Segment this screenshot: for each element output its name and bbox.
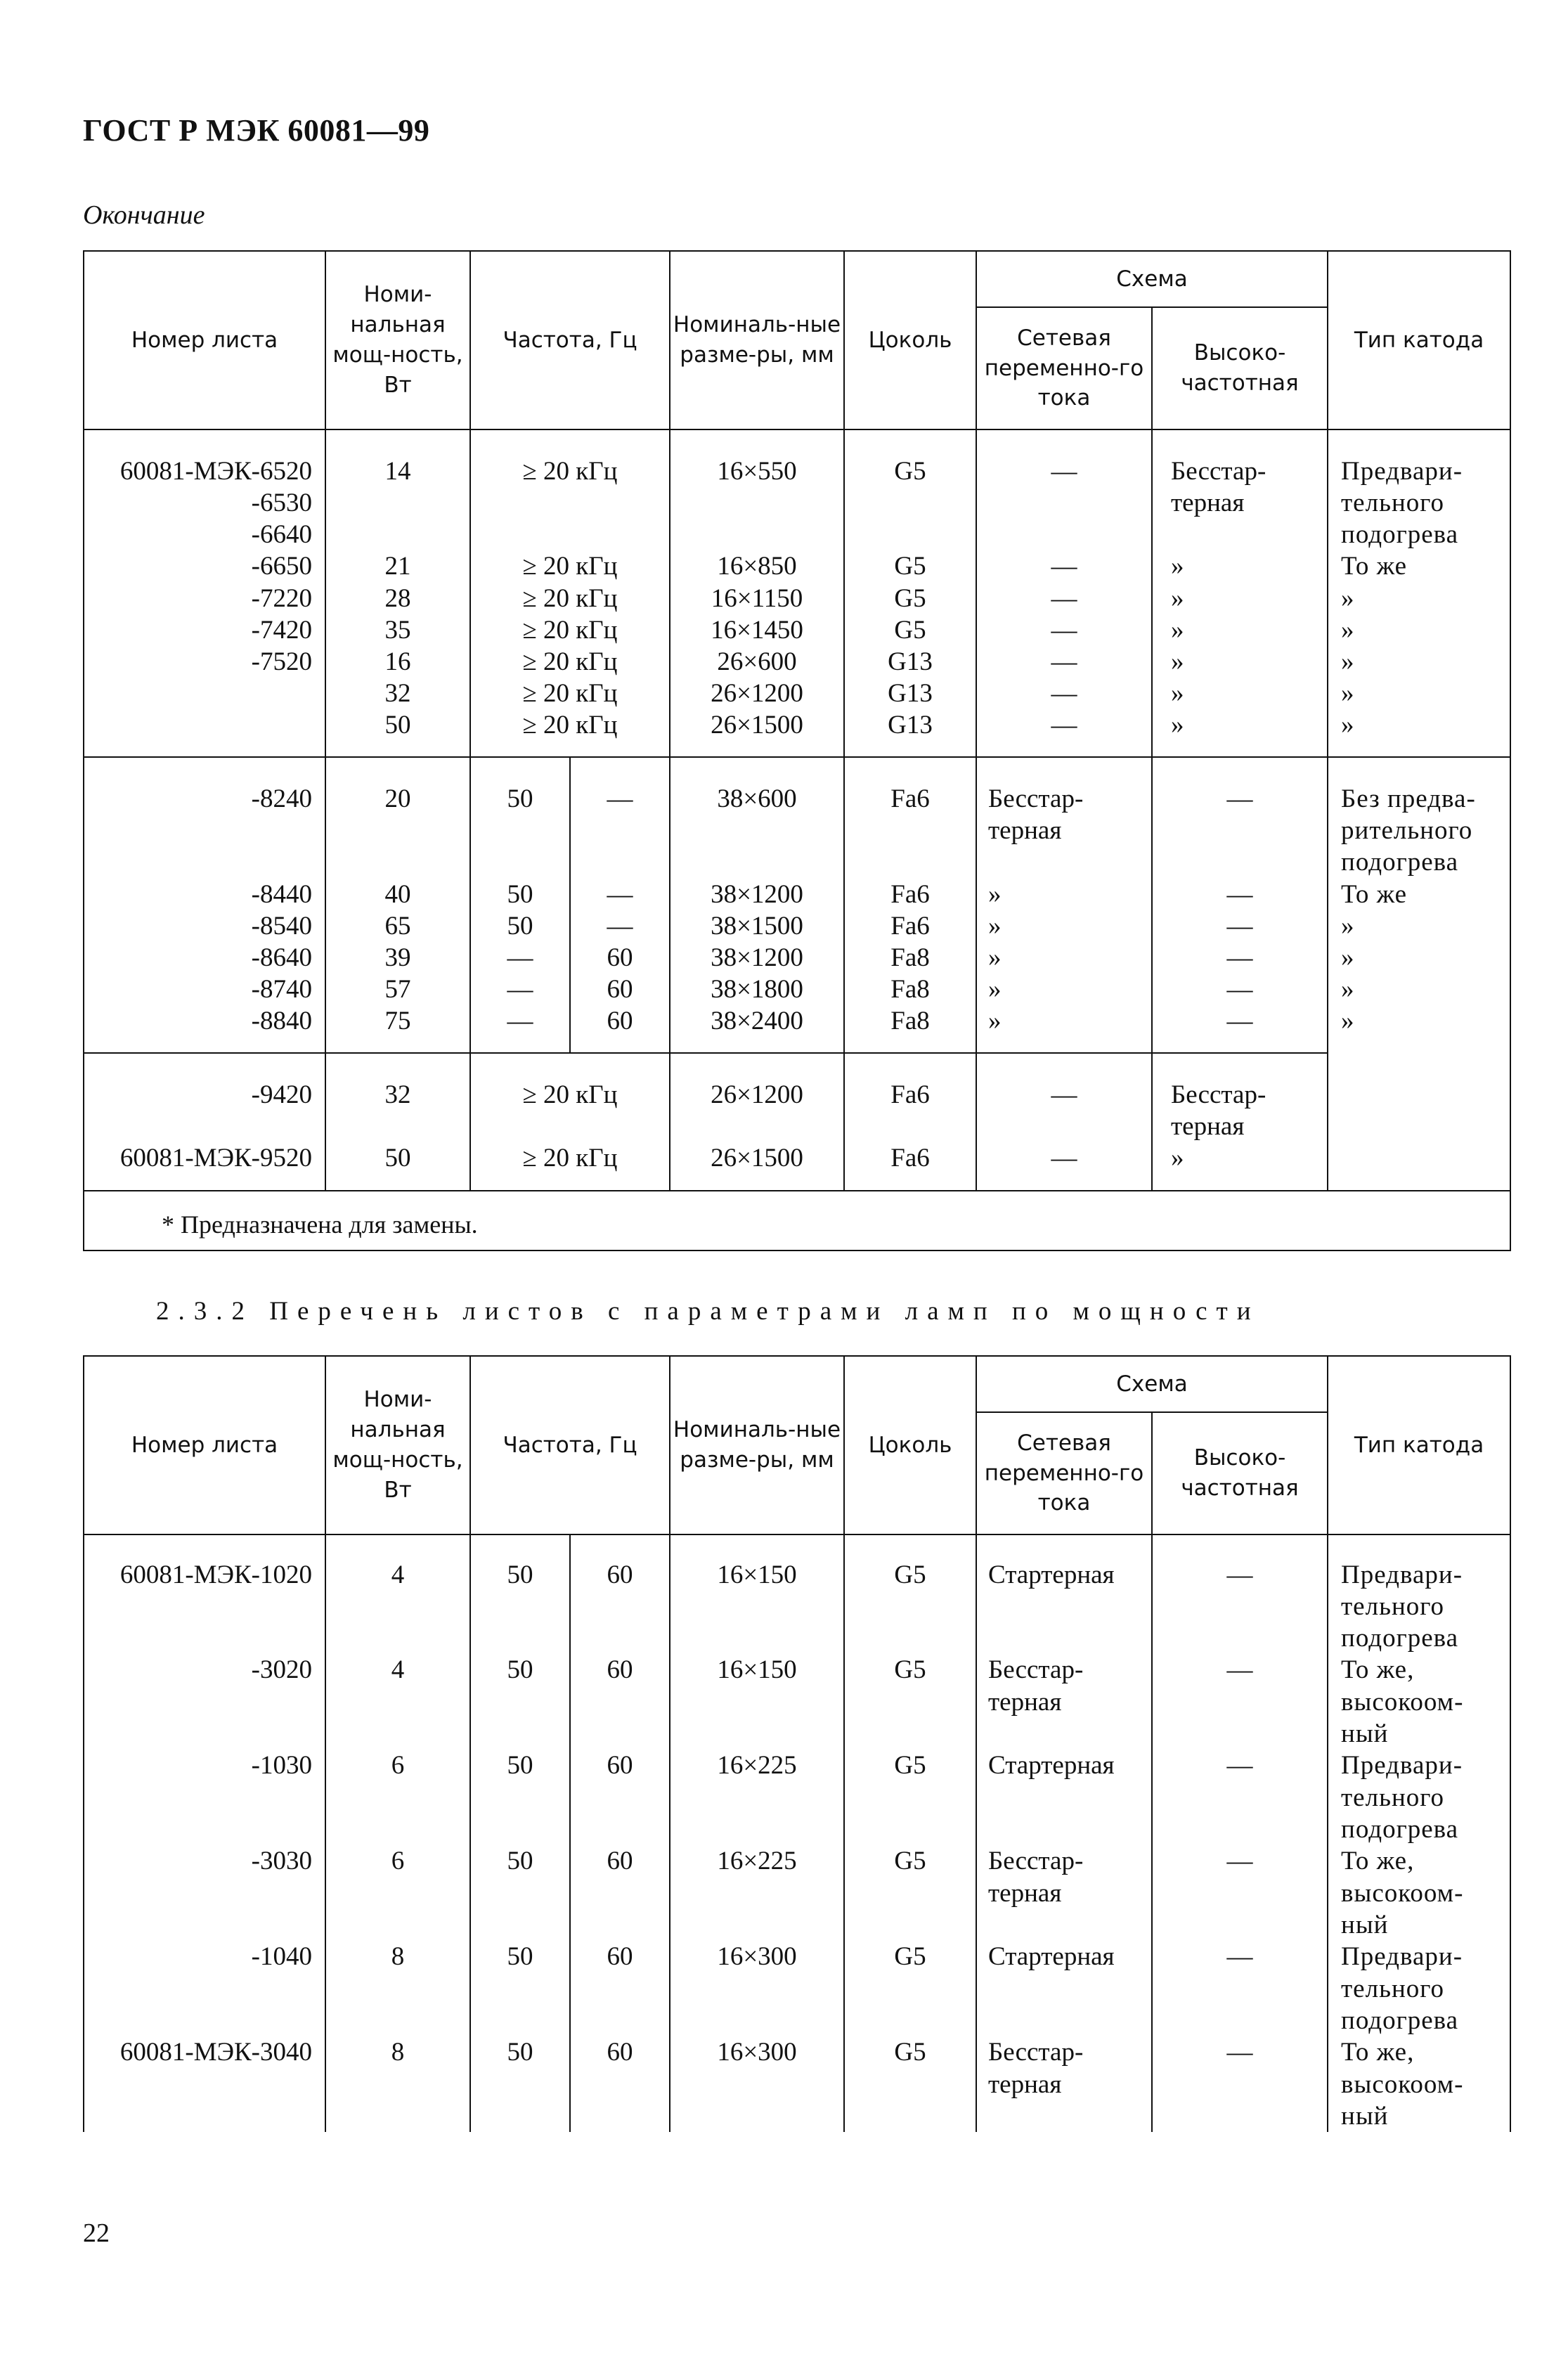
power-cell: 32 50: [325, 1053, 470, 1190]
table-row: [84, 1534, 1510, 1654]
power-cell: 8: [325, 1941, 470, 2036]
table-row: [84, 1053, 1510, 1190]
table-row: [84, 2036, 1510, 2132]
frequency-60-cell: 60: [570, 1941, 670, 2036]
header-dimensions: Номиналь-ные разме-ры, мм: [670, 251, 844, 429]
dimensions-cell: 26×1200 26×1500: [670, 1053, 844, 1190]
hf-cell: — — — — — —: [1152, 757, 1328, 1053]
dimensions-cell: 16×150: [670, 1654, 844, 1750]
header-cathode-type: Тип катода: [1328, 1356, 1510, 1534]
frequency-50-cell: 50: [470, 1941, 570, 2036]
dimensions-cell: 16×550 16×850 16×1150 16×1450 26×600 26×1200 26×1500: [670, 429, 844, 757]
hf-cell: —: [1152, 1750, 1328, 1845]
frequency-50-cell: 50: [470, 2036, 570, 2132]
frequency-60-cell: 60: [570, 1534, 670, 1654]
frequency-50-cell: 50: [470, 1654, 570, 1750]
mains-cell: — — — — — — —: [976, 429, 1152, 757]
table-footnote: * Предназначена для замены.: [84, 1191, 1510, 1251]
sheet-number-cell: 60081-МЭК-1020: [119, 1560, 312, 1589]
mains-cell: Стартерная: [976, 1941, 1152, 2036]
cathode-cell: Предвари- тельного подогрева То же » » » » »: [1328, 429, 1510, 757]
base-cell: G5: [844, 1534, 976, 1654]
header-sheet-number: Номер листа: [84, 1356, 325, 1534]
frequency-cell: ≥ 20 кГц ≥ 20 кГц: [470, 1053, 670, 1190]
header-power: Номи-нальная мощ-ность, Вт: [325, 251, 470, 429]
header-high-frequency: Высоко-частотная: [1152, 307, 1328, 429]
mains-cell: Бесстар- терная: [976, 1845, 1152, 1941]
header-scheme: Схема: [976, 1356, 1328, 1412]
sheet-number-cell: -3030: [251, 1847, 312, 1876]
power-cell: 6: [325, 1845, 470, 1941]
mains-cell: — —: [976, 1053, 1152, 1190]
header-power: Номи-нальная мощ-ность, Вт: [325, 1356, 470, 1534]
power-cell: 14 21 28 35 16 32 50: [325, 429, 470, 757]
hf-cell: —: [1152, 2036, 1328, 2132]
cathode-cell: То же, высокоом- ный: [1328, 1845, 1510, 1941]
base-cell: G5: [844, 1750, 976, 1845]
mains-cell: Бесстар- терная: [976, 2036, 1152, 2132]
dimensions-cell: 16×225: [670, 1845, 844, 1941]
table-row: [84, 429, 1510, 757]
base-cell: Fa6 Fa6: [844, 1053, 976, 1190]
hf-cell: Бесстар- терная »: [1152, 1053, 1328, 1190]
dimensions-cell: 16×300: [670, 2036, 844, 2132]
header-mains: Сетевая переменно-го тока: [976, 1412, 1152, 1534]
cathode-cell: То же, высокоом- ный: [1328, 1654, 1510, 1750]
sheet-number-cell: -1040: [251, 1942, 312, 1972]
base-cell: G5 G5 G5 G5 G13 G13 G13: [844, 429, 976, 757]
sheet-number-cell: -1030: [251, 1751, 312, 1781]
base-cell: G5: [844, 1941, 976, 2036]
frequency-50-cell: 50: [470, 1845, 570, 1941]
header-cathode-type: Тип катода: [1328, 251, 1510, 429]
base-cell: G5: [844, 1845, 976, 1941]
power-cell: 6: [325, 1750, 470, 1845]
table-row: [84, 1654, 1510, 1750]
sheet-number-cell: 60081-МЭК-3040: [119, 2038, 312, 2067]
dimensions-cell: 16×150: [670, 1534, 844, 1654]
header-sheet-number: Номер листа: [84, 251, 325, 429]
sheet-number-cell: -8240 -8440 -8540 -8640 -8740 -8840: [84, 757, 325, 1053]
base-cell: Fa6 Fa6 Fa6 Fa8 Fa8 Fa8: [844, 757, 976, 1053]
section-heading: 2.3.2 Перечень листов с параметрами ламп по мощности: [156, 1297, 1260, 1326]
sheet-number-cell: -9420 60081-МЭК-9520: [119, 1080, 312, 1173]
sheet-number-cell: 60081-МЭК-6520 -6530 -6640 -6650 -7220 -7420 -7520: [84, 429, 325, 757]
mains-cell: Бесстар- терная: [976, 1654, 1152, 1750]
frequency-50-cell: 50: [470, 1534, 570, 1654]
cathode-cell: Без предва- рительного подогрева То же » » » »: [1328, 757, 1510, 1190]
cathode-cell: То же, высокоом- ный: [1328, 2036, 1510, 2132]
header-scheme: Схема: [976, 251, 1328, 307]
lamp-table-ending: [83, 250, 1511, 1251]
power-cell: 4: [325, 1654, 470, 1750]
lamp-power-table: [83, 1355, 1511, 2132]
power-cell: 4: [325, 1534, 470, 1654]
table-row: [84, 1845, 1510, 1941]
frequency-50-cell: 50 50 50 — — —: [470, 757, 570, 1053]
table-row: [84, 1941, 1510, 2036]
hf-cell: —: [1152, 1534, 1328, 1654]
header-frequency: Частота, Гц: [470, 1356, 670, 1534]
mains-cell: Бесстар- терная » » » » »: [976, 757, 1152, 1053]
header-frequency: Частота, Гц: [470, 251, 670, 429]
hf-cell: Бесстар- терная » » » » » »: [1152, 429, 1328, 757]
hf-cell: —: [1152, 1654, 1328, 1750]
page-number: 22: [83, 2218, 110, 2248]
frequency-60-cell: 60: [570, 1750, 670, 1845]
frequency-50-cell: 50: [470, 1750, 570, 1845]
sheet-number-cell: -3020: [251, 1655, 312, 1685]
power-cell: 20 40 65 39 57 75: [325, 757, 470, 1053]
header-high-frequency: Высоко-частотная: [1152, 1412, 1328, 1534]
power-cell: 8: [325, 2036, 470, 2132]
frequency-60-cell: 60: [570, 1845, 670, 1941]
header-dimensions: Номиналь-ные разме-ры, мм: [670, 1356, 844, 1534]
dimensions-cell: 16×300: [670, 1941, 844, 2036]
table-continuation-caption: Окончание: [83, 200, 205, 230]
frequency-60-cell: — — — 60 60 60: [570, 757, 670, 1053]
mains-cell: Стартерная: [976, 1534, 1152, 1654]
hf-cell: —: [1152, 1941, 1328, 2036]
frequency-60-cell: 60: [570, 2036, 670, 2132]
cathode-cell: Предвари- тельного подогрева: [1328, 1750, 1510, 1845]
cathode-cell: Предвари- тельного подогрева: [1328, 1941, 1510, 2036]
frequency-cell: ≥ 20 кГц ≥ 20 кГц ≥ 20 кГц ≥ 20 кГц ≥ 20 кГц ≥ 20 кГц ≥ 20 кГц: [470, 429, 670, 757]
table-row: [84, 757, 1510, 1053]
frequency-60-cell: 60: [570, 1654, 670, 1750]
base-cell: G5: [844, 1654, 976, 1750]
dimensions-cell: 16×225: [670, 1750, 844, 1845]
base-cell: G5: [844, 2036, 976, 2132]
dimensions-cell: 38×600 38×1200 38×1500 38×1200 38×1800 38×2400: [670, 757, 844, 1053]
header-mains: Сетевая переменно-го тока: [976, 307, 1152, 429]
document-title: ГОСТ Р МЭК 60081—99: [83, 113, 430, 148]
mains-cell: Стартерная: [976, 1750, 1152, 1845]
hf-cell: —: [1152, 1845, 1328, 1941]
cathode-cell: Предвари- тельного подогрева: [1328, 1534, 1510, 1654]
table-row: [84, 1750, 1510, 1845]
header-base: Цоколь: [844, 251, 976, 429]
header-base: Цоколь: [844, 1356, 976, 1534]
